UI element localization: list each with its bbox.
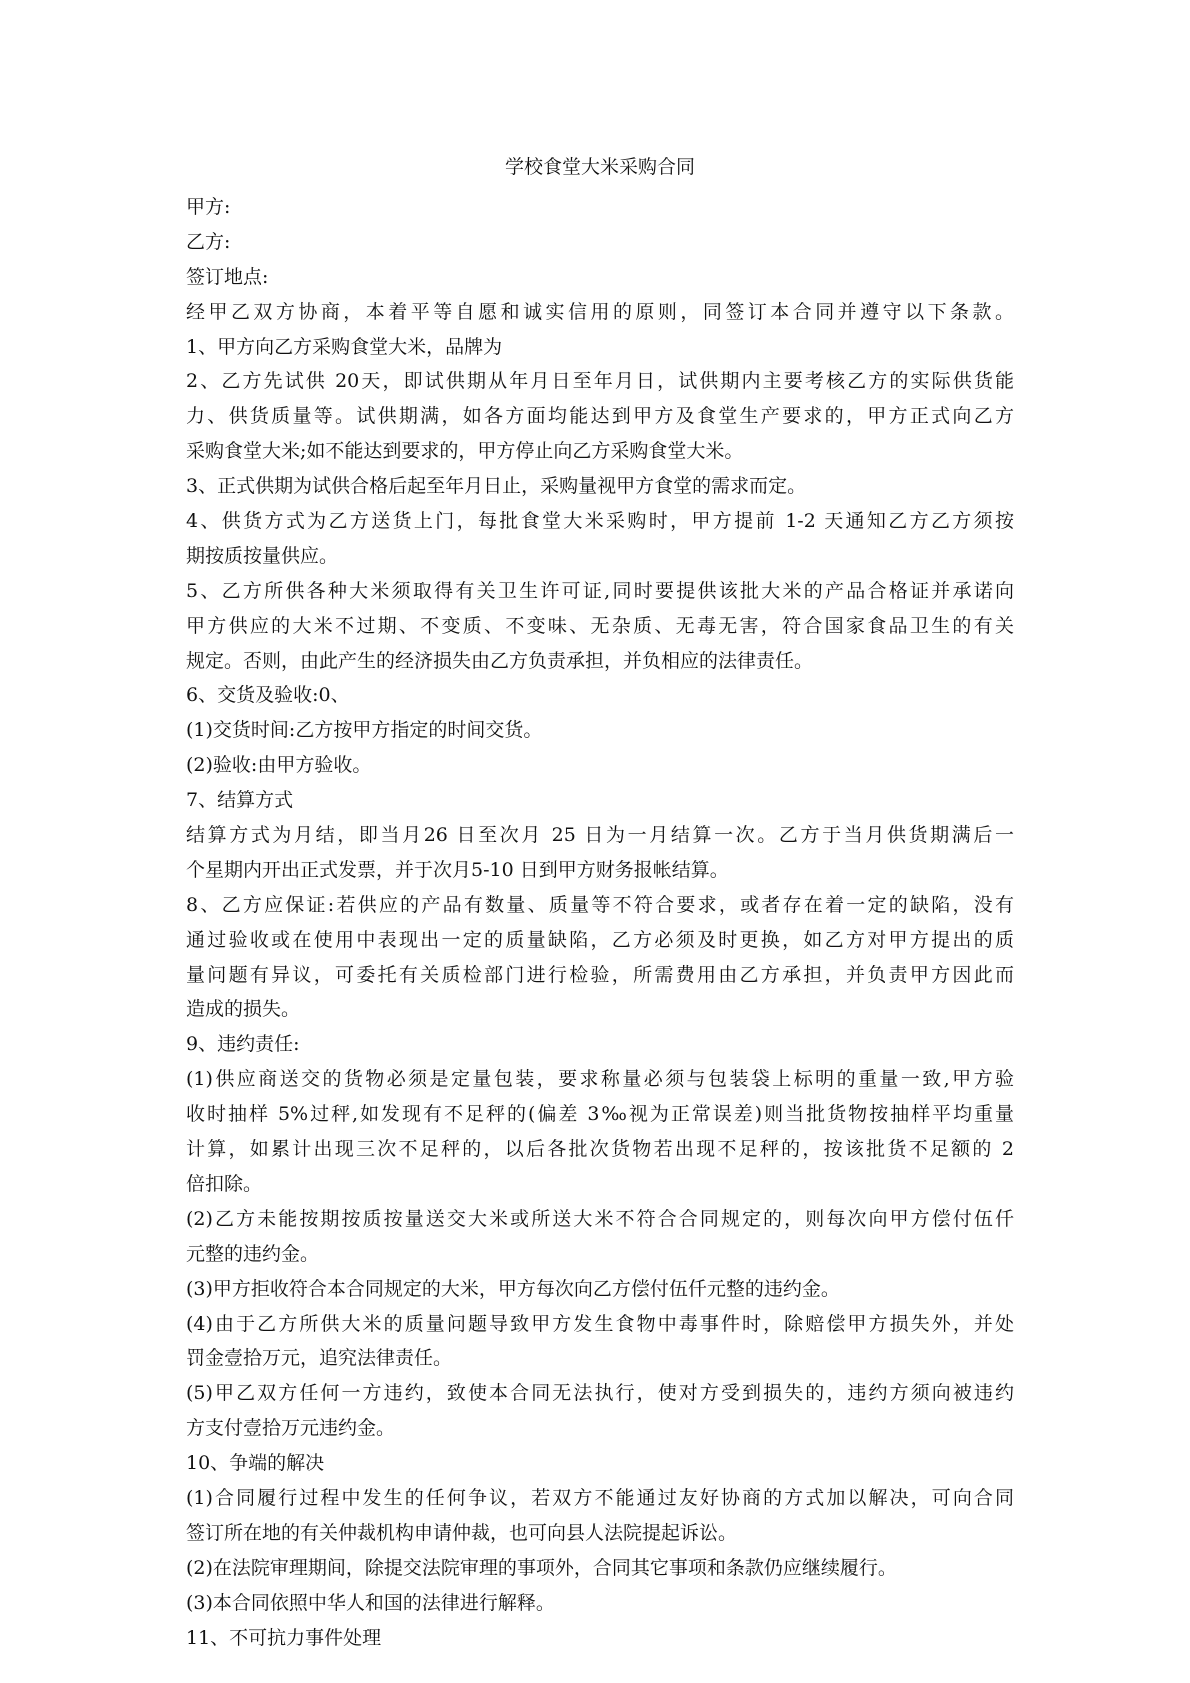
text-line: 9、违约责任: <box>186 1033 300 1056</box>
text-line: 个星期内开出正式发票，并于次月5-10 日到甲方财务报帐结算。 <box>186 858 729 881</box>
text-line: 期按质按量供应。 <box>186 544 339 567</box>
document-body <box>186 190 1014 1655</box>
text-line: (2)在法院审理期间，除提交法院审理的事项外，合同其它事项和条款仍应继续履行。 <box>186 1556 897 1579</box>
text-line: (3)甲方拒收符合本合同规定的大米，甲方每次向乙方偿付伍仟元整的违约金。 <box>186 1277 840 1300</box>
document-page <box>186 150 1014 1655</box>
text-line: 元整的违约金。 <box>186 1242 320 1265</box>
text-line: (1)供应商送交的货物必须是定量包装，要求称量必须与包装袋上标明的重量一致,甲方验 <box>186 1068 1014 1091</box>
text-line: 结算方式为月结，即当月26 日至次月 25 日为一月结算一次。乙方于当月供货期满后一 <box>186 824 1014 847</box>
text-line: 2、乙方先试供 20天，即试供期从年月日至年月日，试供期内主要考核乙方的实际供货能 <box>186 370 1014 393</box>
text-line: 计算，如累计出现三次不足秤的，以后各批次货物若出现不足秤的，按该批货不足额的 2 <box>186 1138 1014 1161</box>
text-line: (2)乙方未能按期按质按量送交大米或所送大米不符合合同规定的，则每次向甲方偿付伍仟 <box>186 1207 1014 1230</box>
text-line: 造成的损失。 <box>186 998 301 1021</box>
text-line: 方支付壹拾万元违约金。 <box>186 1417 396 1440</box>
text-line: 7、结算方式 <box>186 789 294 812</box>
text-line: 乙方: <box>186 230 231 253</box>
text-line: 采购食堂大米;如不能达到要求的，甲方停止向乙方采购食堂大米。 <box>186 440 744 463</box>
text-line: 通过验收或在使用中表现出一定的质量缺陷，乙方必须及时更换，如乙方对甲方提出的质 <box>186 928 1014 951</box>
text-line: 6、交货及验收:0、 <box>186 684 350 707</box>
text-line: 5、乙方所供各种大米须取得有关卫生许可证,同时要提供该批大米的产品合格证并承诺向 <box>186 579 1014 602</box>
text-line: 倍扣除。 <box>186 1172 263 1195</box>
text-line: 4、供货方式为乙方送货上门，每批食堂大米采购时，甲方提前 1-2 天通知乙方乙方须按 <box>186 510 1014 533</box>
text-line: 经甲乙双方协商，本着平等自愿和诚实信用的原则，同签订本合同并遵守以下条款。 <box>186 300 1014 323</box>
text-line: 甲方供应的大米不过期、不变质、不变味、无杂质、无毒无害，符合国家食品卫生的有关 <box>186 614 1014 637</box>
text-line: 1、甲方向乙方采购食堂大米，品牌为 <box>186 335 503 358</box>
text-line: (5)甲乙双方任何一方违约，致使本合同无法执行，使对方受到损失的，违约方须向被违约 <box>186 1382 1014 1405</box>
text-line: (4)由于乙方所供大米的质量问题导致甲方发生食物中毒事件时，除赔偿甲方损失外，并处 <box>186 1312 1014 1335</box>
text-line: 签订地点: <box>186 265 269 288</box>
text-line: 力、供货质量等。试供期满，如各方面均能达到甲方及食堂生产要求的，甲方正式向乙方 <box>186 405 1014 428</box>
text-line: (3)本合同依照中华人和国的法律进行解释。 <box>186 1591 555 1614</box>
text-line: 11、不可抗力事件处理 <box>186 1626 382 1649</box>
document-title: 学校食堂大米采购合同 <box>504 156 695 178</box>
text-line: 收时抽样 5%过秤,如发现有不足秤的(偏差 3‰视为正常误差)则当批货物按抽样平均重量 <box>186 1103 1014 1126</box>
text-line: 3、正式供期为试供合格后起至年月日止，采购量视甲方食堂的需求而定。 <box>186 475 807 498</box>
text-line: 规定。否则，由此产生的经济损失由乙方负责承担，并负相应的法律责任。 <box>186 649 814 672</box>
text-line: 10、争端的解决 <box>186 1452 325 1475</box>
text-line: (1)交货时间:乙方按甲方指定的时间交货。 <box>186 719 543 742</box>
text-line: 8、乙方应保证:若供应的产品有数量、质量等不符合要求，或者存在着一定的缺陷，没有 <box>186 893 1014 916</box>
text-line: 甲方: <box>186 196 231 218</box>
text-line: (2)验收:由甲方验收。 <box>186 754 372 777</box>
text-line: 签订所在地的有关仲裁机构申请仲裁，也可向县人法院提起诉讼。 <box>186 1521 738 1544</box>
text-line: 量问题有异议，可委托有关质检部门进行检验，所需费用由乙方承担，并负责甲方因此而 <box>186 963 1014 986</box>
text-line: 罚金壹拾万元，追究法律责任。 <box>186 1347 453 1370</box>
text-line: (1)合同履行过程中发生的任何争议，若双方不能通过友好协商的方式加以解决，可向合同 <box>186 1486 1014 1509</box>
